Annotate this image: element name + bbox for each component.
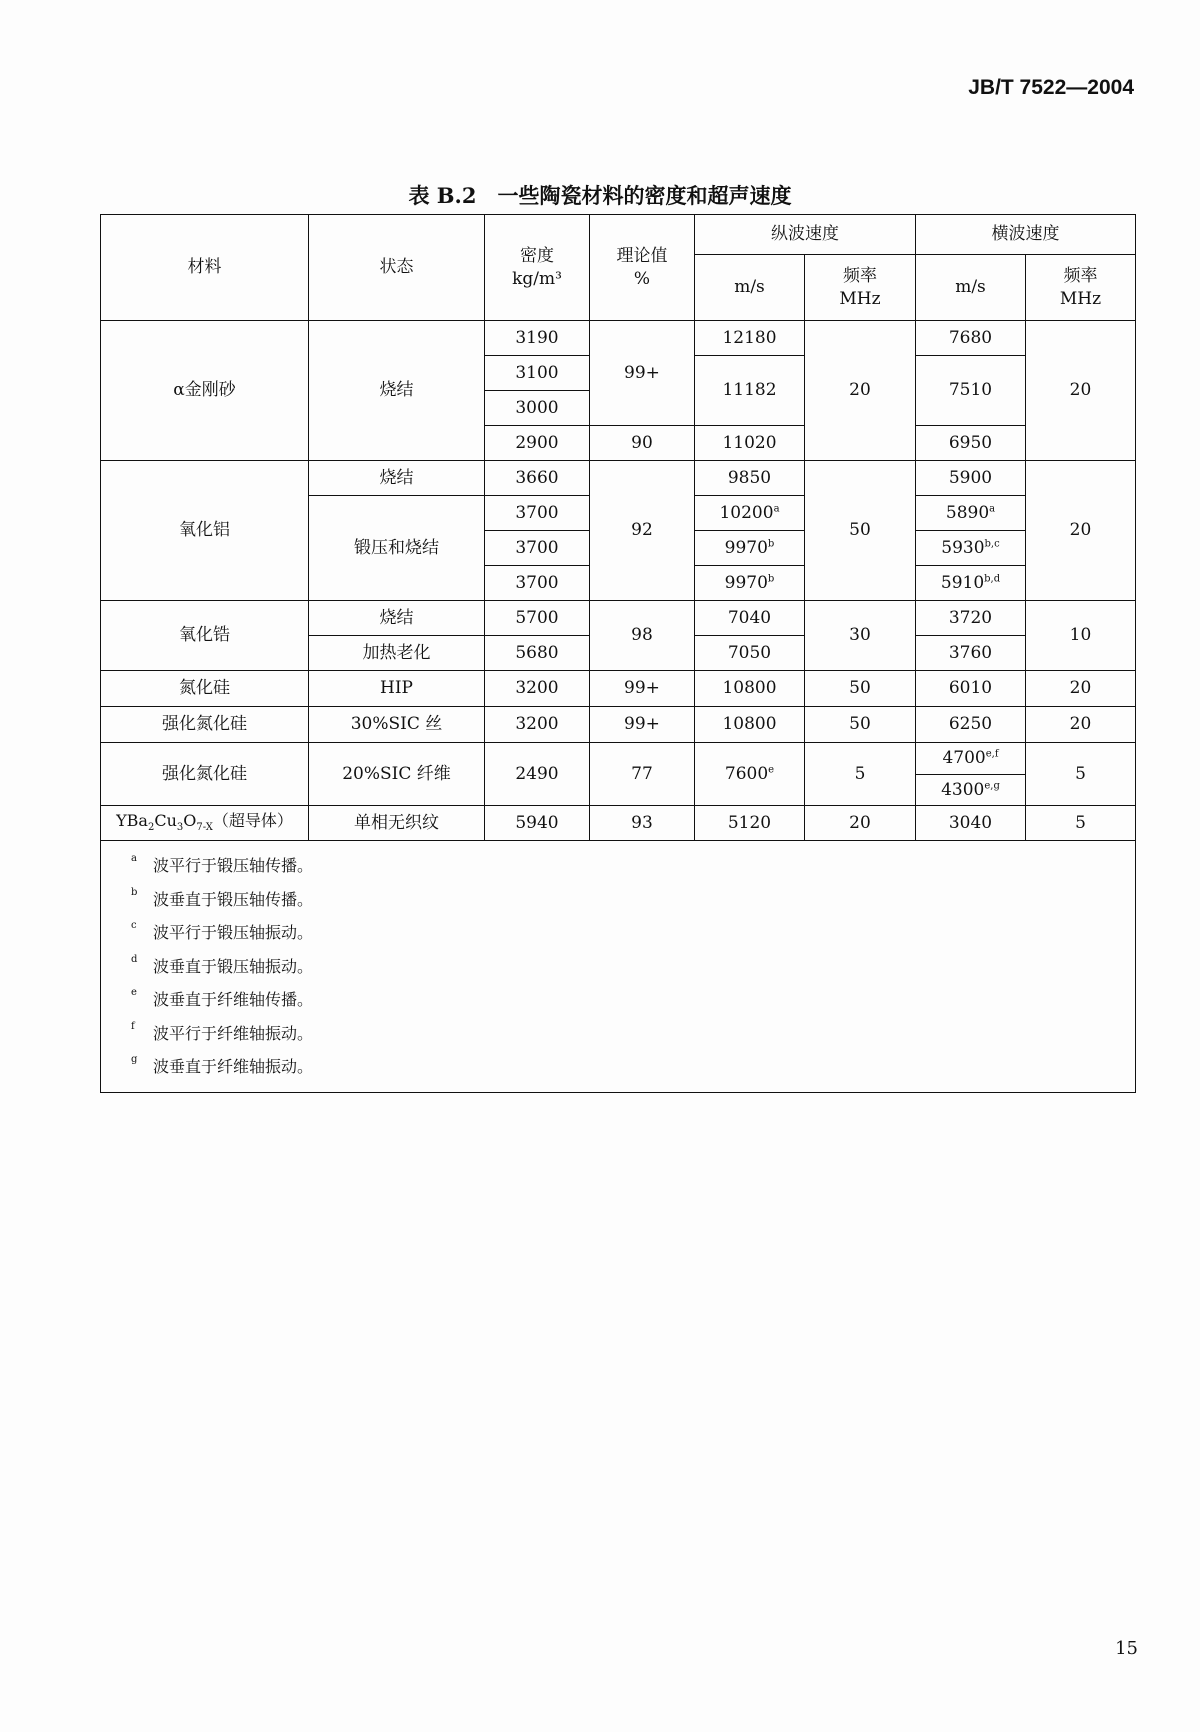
footnote: $^d$ 波垂直于锻压轴振动。	[131, 953, 314, 976]
table-row: 锻压和烧结 3700 10200$^a$ 5890$^a$	[101, 496, 1136, 531]
col-long-ms: m/s	[695, 255, 805, 321]
col-material: 材料	[101, 215, 309, 321]
col-density: 密度 kg/m³	[485, 215, 590, 321]
footnotes	[101, 841, 1136, 1093]
footnote: $^c$ 波平行于锻压轴振动。	[131, 920, 314, 942]
table-row: 强化氮化硅 30%SIC 丝 3200 99+ 10800 50 6250 20	[101, 707, 1136, 743]
footnote: $^a$ 波平行于锻压轴传播。	[131, 853, 314, 875]
col-state: 状态	[309, 215, 485, 321]
page-number: 15	[1115, 1638, 1138, 1659]
ceramic-materials-table	[100, 214, 1136, 1093]
footnote: $^g$ 波垂直于纤维轴振动。	[131, 1054, 314, 1076]
table-row: 氧化铝 烧结 3660 92 9850 50 5900 20	[101, 461, 1136, 496]
table-row: 加热老化 5680 7050 3760	[101, 636, 1136, 671]
table-row: α金刚砂 烧结 3190 99+ 12180 20 7680 20	[101, 321, 1136, 356]
table-row: 3700 9970$^b$ 5930$^{b,c}$	[101, 531, 1136, 566]
footnote: $^e$ 波垂直于纤维轴传播。	[131, 987, 314, 1009]
col-longitudinal: 纵波速度	[695, 215, 916, 255]
table-row: 3700 9970$^b$ 5910$^{b,d}$	[101, 566, 1136, 601]
table-row: $YBa_2Cu_3O_{7-X}$（超导体） 单相无织纹 5940 93 5120 20 3040 5	[101, 806, 1136, 841]
header-row	[101, 215, 1136, 255]
table-row: 4300$^{e,g}$	[101, 775, 1136, 806]
col-theory: 理论值 %	[590, 215, 695, 321]
table-row: 强化氮化硅 20%SIC 纤维 2490 77 7600e 5 4700$^{e,f}$ 5	[101, 743, 1136, 775]
table-row: 氧化锆 烧结 5700 98 7040 30 3720 10	[101, 601, 1136, 636]
col-trans-ms: m/s	[916, 255, 1026, 321]
col-trans-freq: 频率 MHz	[1026, 255, 1136, 321]
standard-number: JB/T 7522—2004	[968, 76, 1134, 99]
table-row: 2900 90 11020 6950	[101, 426, 1136, 461]
col-transverse: 横波速度	[916, 215, 1136, 255]
table-row: 3000	[101, 391, 1136, 426]
footnote: $^b$ 波垂直于锻压轴传播。	[131, 886, 314, 909]
col-long-freq: 频率 MHz	[805, 255, 916, 321]
table-row: 氮化硅 HIP 3200 99+ 10800 50 6010 20	[101, 671, 1136, 707]
table-row: 3100 11182 7510	[101, 356, 1136, 391]
table-title: 表 B.2 一些陶瓷材料的密度和超声速度	[408, 183, 792, 208]
footnote: $^f$ 波平行于纤维轴振动。	[131, 1020, 314, 1043]
